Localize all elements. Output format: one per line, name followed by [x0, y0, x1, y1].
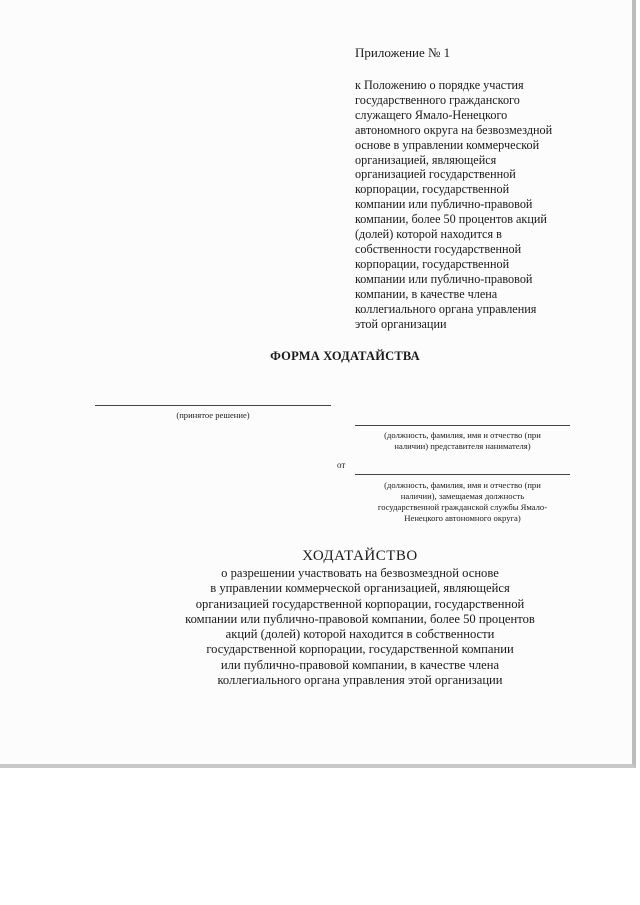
- regulation-line: служащего Ямало-Ненецкого: [355, 107, 508, 122]
- employer-line: [355, 425, 570, 426]
- from-label: от: [337, 460, 346, 470]
- petition-line: о разрешении участвовать на безвозмездной основе: [221, 566, 499, 580]
- regulation-line: компании, более 50 процентов акций: [355, 212, 547, 227]
- regulation-line: компании или публично-правовой: [355, 197, 533, 212]
- petition-line: государственной корпорации, государственной компании: [206, 642, 514, 657]
- petition-line: акций (долей) которой находится в собственности: [225, 627, 495, 642]
- regulation-line: корпорации, государственной: [355, 256, 510, 271]
- appendix-number: Приложение № 1: [355, 45, 451, 60]
- regulation-line: коллегиального органа управления: [355, 301, 537, 316]
- regulation-line: государственного гражданского: [355, 92, 520, 107]
- petition-line: коллегиального органа управления этой организации: [217, 673, 503, 688]
- petition-line: или публично-правовой компании, в качестве члена: [220, 657, 500, 672]
- applicant-caption-line: Ненецкого автономного округа): [404, 513, 521, 523]
- regulation-line: организацией государственной: [355, 167, 516, 182]
- employer-caption-line: (должность, фамилия, имя и отчество (при: [384, 430, 541, 440]
- regulation-line: основе в управлении коммерческой: [355, 137, 540, 152]
- petition-line: компании или публично-правовой компании, более 50 процентов: [185, 611, 535, 626]
- regulation-line: (долей) которой находится в: [355, 227, 502, 242]
- regulation-line: компании или публично-правовой: [355, 271, 533, 286]
- regulation-line: автономного округа на безвозмездной: [355, 122, 553, 137]
- regulation-line: к Положению о порядке участия: [355, 78, 524, 92]
- petition-subject: [150, 566, 570, 688]
- regulation-line: этой организации: [355, 316, 447, 331]
- employer-caption-line: наличии) представителя нанимателя): [394, 441, 531, 451]
- applicant-line: [355, 474, 570, 475]
- applicant-caption-line: (должность, фамилия, имя и отчество (при: [384, 480, 541, 490]
- petition-line: в управлении коммерческой организацией, являющейся: [210, 581, 510, 596]
- decision-line: [95, 405, 331, 406]
- form-title: ФОРМА ХОДАТАЙСТВА: [270, 349, 420, 363]
- employer-caption: [345, 430, 580, 452]
- regulation-line: собственности государственной: [355, 241, 522, 256]
- regulation-line: корпорации, государственной: [355, 182, 510, 197]
- applicant-caption-line: наличии), замещаемая должность: [400, 491, 525, 501]
- regulation-line: организацией, являющейся: [355, 152, 497, 167]
- regulation-line: компании, в качестве члена: [355, 286, 498, 301]
- applicant-caption: [345, 480, 580, 524]
- regulation-reference: [355, 78, 610, 331]
- decision-caption: (принятое решение): [176, 410, 250, 420]
- petition-title: ХОДАТАЙСТВО: [302, 548, 418, 564]
- petition-line: организацией государственной корпорации, государственной: [195, 596, 525, 611]
- applicant-caption-line: государственной гражданской службы Ямало-: [377, 502, 548, 512]
